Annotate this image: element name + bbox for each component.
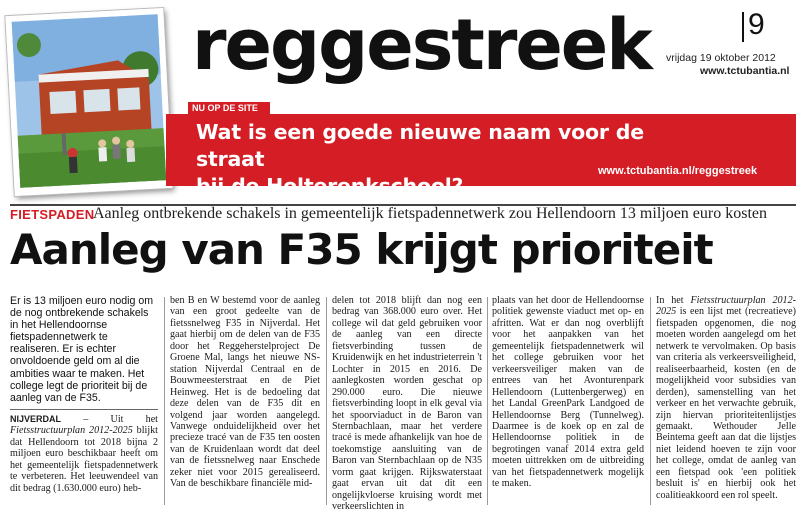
body-text: delen tot 2018 blijft dan nog een bedrag van 368.000 euro over. Het college wil dat geld gebruiken voor de aanleg van een directe fietsverbinding tussen de Kruidenwijk en het industrieterrein 't Lochter in 2015 en 2016. De aanlegkosten worden geschat op 290.000 euro. Die nieuwe fietsverbinding loopt in elk geval via het spoorviaduct in de Baron van Sternbachlaan, maar het verdere tracé is mede afhankelijk van hoe de toekomstige aansluiting van de Baron van Sternbachlaan op de N35 vorm gaat krijgen. Rijkswaterstaat gaat ervan uit dat dit een ongelijkvloerse kruising wordt met verkeerslichten in [332,295,482,513]
kicker-label: FIETSPADEN [10,207,95,222]
column-divider [650,297,651,505]
article-column-4 [492,295,644,490]
site-url: www.tctubantia.nl [700,65,790,77]
promo-headline-line1: Wat is een goede nieuwe naam voor de straat [196,120,644,171]
article-column-1 [10,295,158,494]
dateline: NIJVERDAL [10,413,62,424]
kicker-subheadline: Aanleg ontbrekende schakels in gemeentelijk fietspadennetwerk zou Hellendoorn 13 miljoen euro kosten [93,205,768,222]
column-divider [164,297,165,505]
article-column-3 [332,295,482,513]
body-text: ben B en W bestemd voor de aanleg van een groot gedeelte van de fietssnelweg F35 in Nijverdal. Het gaat hierbij om de delen van de F35 door het Reggeherstelproject De Groene Mal, langs het nieuwe NS-station Nijverdal Centraal en de Bouwmeesterstraat en de Piet Heinweg. Het is de bedoeling dat deze delen van de F35 dit en volgend jaar worden aangelegd. Vanwege onduidelijkheid over het precieze tracé van de F35 ten oosten van de Kruidenlaan wordt dat deel van de fietssnelweg naar Enschede zeker niet voor 2015 gerealiseerd. Van de beschikbare financiële mid- [170,295,320,490]
promo-headline-line2: bij de Holterenkschool? [196,174,464,198]
promo-url: www.tctubantia.nl/reggestreek [598,165,758,177]
article-headline: Aanleg van F35 krijgt prioriteit [10,225,713,274]
column-divider [326,297,327,505]
page-number: 9 [748,8,765,41]
article-body-start [10,414,158,494]
lede-separator [10,409,158,410]
column-divider [487,297,488,505]
body-text [656,295,796,501]
article-column-5 [656,295,796,501]
promo-headline [196,119,646,200]
promo-tag: NU OP DE SITE [188,102,270,114]
plan-title: Fietsstructuurplan 2012-2025 [10,425,133,437]
school-photo-image [5,8,172,196]
article-lede: Er is 13 miljoen euro nodig om de nog ontbrekende schakels in het Hellendoornse fietspadennetwerk te realiseren. Er is echter onvoldoende geld om al die ambities waar te maken. Het college legt de prioriteit bij de aanleg van de F35. [10,295,154,404]
section-masthead: reggestreek [192,4,651,86]
plan-title: Fietsstructuurplan 2012-2025 [656,295,796,318]
body-text: plaats van het door de Hellendoornse politiek gewenste viaduct met op- en afritten. Wat er dan nog overblijft voor het aanpakken van het gemeentelijk fietspadennetwerk wil het college gebruiken voor het verkeersveiliger maken van de entrees van het Avonturenpark Hellendoorn (Luttenbergerweg) en het Landal GreenPark Landgoed de Hellendoornse Berg (Tunnelweg). Daarmee is de koek op en zal de Hellendoornse politiek in de begrotingen vanaf 2014 extra geld moeten uittrekken om de uitbreiding van het fietspadennetwerk mogelijk te maken. [492,295,644,490]
school-photo [5,8,172,196]
page-number-divider [742,12,744,42]
body-text: is een lijst met (recreatieve) fietspaden opgenomen, die nog moeten worden aangelegd om het netwerk te vervolmaken. Op basis van criteria als verkeersveiligheid, realiseerbaarheid, kosten (en de mogelijkheid voor subsidies van derden), samenstelling van het verkeer en het verwachte gebruik, zijn hiervan prioriteitenlijstjes gemaakt. Wethouder Jelle Beintema geeft aan dat die lijstjes niet leidend hoeven te zijn voor het college, omdat de aanleg van een fietspad ook 'een politiek besluit is' en hierbij ook het coalitieakkoord een rol speelt. [656,306,796,501]
body-text: In het [656,295,691,306]
body-text: – Uit het [61,413,158,425]
body-text: blijkt dat Hellendoorn tot 2018 bijna 2 miljoen euro beschikbaar heeft om het gemeentelijk fietspadennetwerk te verbeteren. Het leeuwendeel van dit bedrag (1.630.000 euro) heb- [10,425,158,494]
article-column-2 [170,295,320,490]
issue-date: vrijdag 19 oktober 2012 [666,52,776,64]
